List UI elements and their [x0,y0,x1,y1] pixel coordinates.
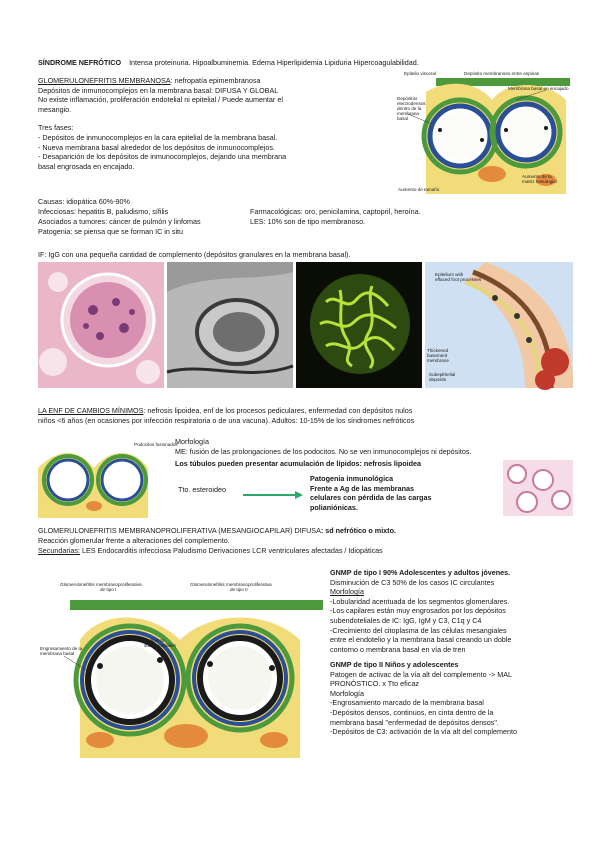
patogenia-line: Patogenia inmunológica [310,474,394,483]
electron-micrograph-svg [167,262,293,388]
tipo1-line: Morfología [330,587,364,597]
diagram-label: subendoteliales [144,643,176,648]
membranosa-title: GLOMERULONEFRITIS MEMBRANOSA [38,76,171,85]
membranosa-line: Depósitos de inmunocomplejos en la membrana basal: DIFUSA Y GLOBAL [38,85,279,95]
header-items: Intensa proteinuria. Hipoalbuminemia. Edema Hiperlipidemia Lipiduria Hipercoagulabilidad. [129,58,419,67]
tipo1-block [330,568,580,654]
if-line: IF: IgG con una pequeña cantidad de complemento (depósitos granulares en la membrana basal). [38,250,351,259]
mpgn-diagram-svg [40,580,323,758]
tipo2-line: Morfología [330,688,364,698]
tipo1-line: Disminución de C3 50% de los casos IC circulantes [330,577,495,587]
patogenia-line: Patogenia: se piensa que se forman IC in situ [38,227,184,236]
micro-label: basement [427,353,448,358]
me-line: ME: fusión de las prolongaciones de los podocitos. No se ven inmunocomplejos ni depósitos. [175,447,472,456]
phase-item: basal engrosada en encajado. [38,161,135,171]
lipoid-histology-image [503,460,573,516]
micro-label: deposits [429,377,447,382]
diagram-label: Depósitos [144,638,165,643]
tipo1-line: GNMP de tipo I 90% Adolescentes y adultos jóvenes. [330,568,511,577]
tipo2-line: Patogen de activac de la vía alt del complemento -> MAL [330,669,512,679]
tubulos-line: Los túbulos pueden presentar acumulación de lípidos: nefrosis lipoidea [175,459,422,468]
patogenia-line: Frente a Ag de las membranas [310,483,414,493]
diagram-label: Engrosamiento de la [40,646,83,651]
immunofluorescence-svg [296,262,422,388]
page-header [38,58,419,68]
diagram-label: dentro de la [397,106,422,111]
histology-image-he [38,262,164,388]
phase-item: - Desaparición de los depósitos de inmunocomplejos, dejando una membrana [38,152,287,162]
membranosa-line: mesangio. [38,104,72,114]
cambios-minimos-diagram [38,438,178,518]
tipo1-line: -Crecimiento del citoplasma de las células mesangiales [330,625,507,635]
secundarias-line [38,546,383,556]
cambios-minimos-title-line [38,406,412,416]
diagram-label: Depósito membranoso entre espinas [464,71,540,76]
diagram-label: Depósitos [397,96,418,101]
tipo1-line: subendoteliales de IC: IgG, IgM y C3, C1q y C4 [330,615,482,625]
tipo1-line: -Lobularidad acentuada de los segmentos glomerulares. [330,596,510,606]
micro-label: membrane [427,358,449,363]
diagram-label: Glomerulonefritis membranoproliferativa [190,582,272,587]
morfologia-label: Morfología [175,437,209,446]
diagram-label: Aumento de la [522,174,552,179]
cambios-minimos-diagram-svg [38,438,158,518]
diagram-label: Epitelio visceral [404,71,436,76]
diagram-label: Aumento de tamaño [398,187,440,192]
secundarias-list: LES Endocarditis infecciosa Paludismo Derivaciones LCR ventriculares afectadas / Idiopáticas [79,546,383,555]
arrow-right-icon [243,486,303,494]
header-title: SÍNDROME NEFRÓTICO [38,58,122,67]
reaccion-line: Reacción glomerular frente a alteraciones del complemento. [38,536,230,545]
micro-label: Thickened [427,348,449,353]
diagram-label: membrana [397,111,419,116]
membranosa-section [38,76,378,171]
electron-micrograph [167,262,293,388]
diagram-label: Glomerulonefritis membranoproliferativa [60,582,142,587]
micro-label: Subepithelial [429,372,456,377]
phase-item: - Depósitos de inmunocomplejos en la cara epitelial de la membrana basal. [38,132,278,142]
tipo2-line: membrana basal "enfermedad de depósitos densos". [330,717,499,727]
mesangiocapilar-title-suffix: : sd nefrótico o mixto. [320,526,396,535]
diagram-label: de tipo II [230,587,248,592]
immunofluorescence-image [296,262,422,388]
tipo2-line: PRONÓSTICO. x Tto eficaz [330,679,419,689]
diagram-label: basal [397,116,408,121]
tipo2-line: -Depósitos densos, continuos, en cinta dentro de la [330,707,494,717]
patogenia-line: polianiónicas. [310,502,358,512]
mpgn-diagram [40,580,323,758]
mesangiocapilar-title: GLOMERULONEFRITIS MEMBRANOPROLIFERATIVA (MESANGIOCAPILAR) DIFUSA [38,526,321,535]
causes-farmacologicas: Farmacológicas: oro, penicilamina, captopril, heroína. [250,207,421,216]
micro-label: Epitelium with [435,272,464,277]
secundarias-label: Secundarias: [38,546,80,555]
patogenia-block [310,474,431,512]
tipo1-line: entre el endotelio y la membrana basal creando un doble [330,635,512,645]
diagram-label: Podocitos fusionados [134,442,178,447]
mesangiocapilar-title-line [38,526,396,536]
diagram-label: de tipo I [100,587,117,592]
phase-item: - Nueva membrana basal alrededor de los depósitos de inmunocomplejos. [38,142,275,152]
tipo2-line: GNMP de tipo II Niños y adolescentes [330,660,459,669]
micro-label: effaced foot processes [435,277,482,282]
membranosa-diagram [396,70,570,194]
patogenia-line: celulares con pérdida de las cargas [310,493,432,503]
diagram-label: matriz mesangial [522,179,557,184]
diagram-label: electrodensos [397,101,426,106]
membranosa-title-suffix: : nefropatía epimembranosa [170,76,261,85]
tipo2-block [330,660,580,737]
causes-infecciosas: Infecciosas: hepatitis B, paludismo, sífilis [38,207,169,216]
cambios-minimos-line2: niños <6 años (en ocasiones por infección respiratoria o de una vacuna). Adultos: 10-15% de los síndromes nefróticos [38,416,415,425]
histology-he-svg [38,262,164,388]
lipoid-histology-svg [503,460,573,516]
cambios-minimos-title-suffix: : nefrosis lipoidea, enf de los procesos pediculares, enfermedad con depósitos nulos [143,406,413,415]
causes-tumores: Asociados a tumores: cáncer de pulmón y linfomas [38,217,201,226]
diagram-label: Membrana basal en encajado [508,86,569,91]
cambios-minimos-title: LA ENF DE CAMBIOS MÍNIMOS [38,406,144,415]
membranosa-line: No existe inflamación, proliferación endotelial ni epitelial / Puede aumentar el [38,95,283,105]
diagram-label: membrana basal [40,651,75,656]
tipo1-line: contorno o membrana basal en vía de tren [330,644,466,654]
membranosa-schematic-colored [425,262,573,388]
phases-title: Tres fases: [38,123,74,133]
arrow-right-svg [243,491,303,499]
causes-title: Causas: idiopática 60%-90% [38,197,130,206]
tipo2-line: -Engrosamiento marcado de la membrana basal [330,698,484,708]
tipo2-line: -Depósitos de C3: activación de la vía alt del complemento [330,727,517,737]
tipo1-line: -Los capilares están muy engrosados por los depósitos [330,606,506,616]
tto-label: Tto. esteroideo [178,485,226,494]
causes-les: LES: 10% son de tipo membranoso. [250,217,366,226]
